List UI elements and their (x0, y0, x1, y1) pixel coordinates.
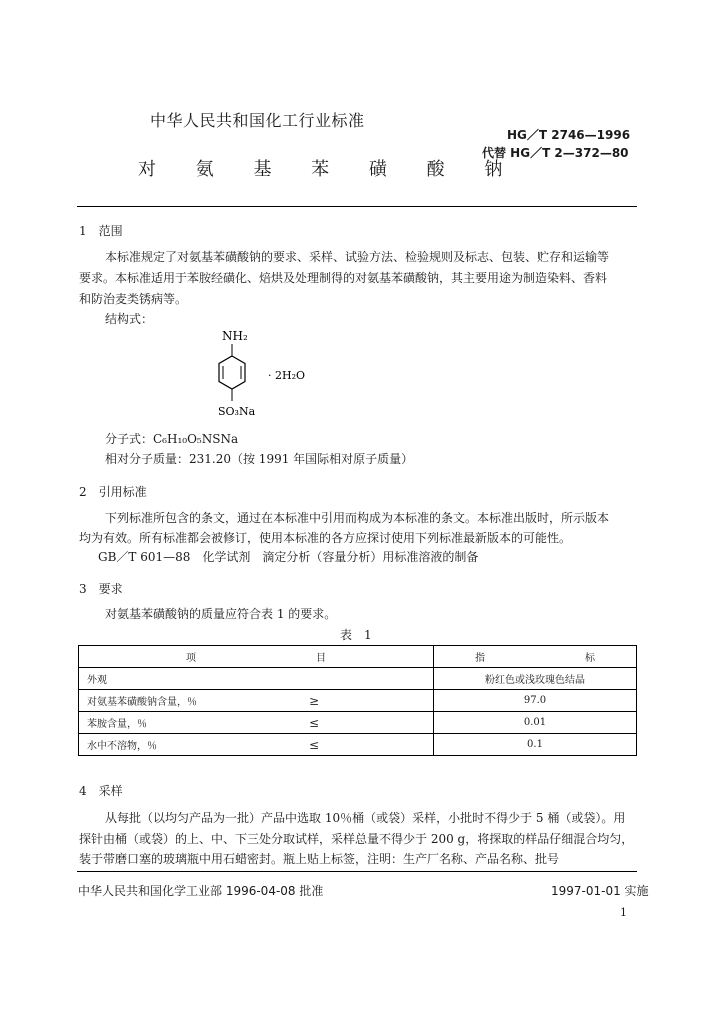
row-item: 苯胺含量，％ (87, 719, 147, 730)
table-row (79, 668, 637, 690)
section-1-heading: 1 范围 (79, 224, 123, 238)
section-1-line-2: 要求。本标准适用于苯胺经磺化、焙烘及处理制得的对氨基苯磺酸钠，其主要用途为制造染料、香料 (79, 271, 608, 285)
row-item-cell (79, 690, 434, 712)
replaces-standard: 代替 HG／T 2—372—80 (482, 146, 629, 160)
row-value: 0.1 (434, 734, 637, 756)
section-2-line-2: 均为有效。所有标准都会被修订，使用本标准的各方应探讨使用下列标准最新版本的可能性。 (79, 531, 572, 545)
header-value: 指 标 (434, 646, 637, 668)
section-3-intro: 对氨基苯磺酸钠的质量应符合表 1 的要求。 (105, 607, 337, 621)
molecular-formula: 分子式：C₆H₁₀O₅NSNa (105, 432, 239, 446)
row-value: 粉红色或浅玫瑰色结晶 (434, 668, 637, 690)
row-item: 外观 (87, 675, 107, 686)
structure-label: 结构式： (105, 312, 154, 326)
table-row (79, 690, 637, 712)
molecular-mass: 相对分子质量：231.20（按 1991 年国际相对原子质量） (105, 452, 414, 466)
section-4-line-2: 探针由桶（或袋）的上、中、下三处分取试样，采样总量不得少于 200 g，将探取的样品仔细混合均匀， (79, 832, 634, 846)
row-item-cell (79, 668, 434, 690)
row-symbol: ≤ (309, 715, 320, 730)
row-symbol: ≥ (309, 693, 320, 708)
section-2-line-1: 下列标准所包含的条文，通过在本标准中引用而构成为本标准的条文。本标准出版时，所示版本 (105, 511, 610, 525)
requirements-table (78, 645, 637, 756)
header-divider (77, 206, 637, 207)
section-3-heading: 3 要求 (79, 582, 123, 596)
standard-title: 对 氨 基 苯 磺 酸 钠 (138, 159, 520, 180)
section-4-heading: 4 采样 (79, 784, 123, 798)
referenced-standard: GB／T 601—88 化学试剂 滴定分析（容量分析）用标准溶液的制备 (98, 550, 479, 564)
effective-date: 1997-01-01 实施 (551, 884, 649, 898)
standard-number: HG／T 2746—1996 (507, 128, 631, 142)
structure-diagram (200, 325, 320, 425)
section-2-heading: 2 引用标准 (79, 485, 147, 499)
row-item: 对氨基苯磺酸钠含量，％ (87, 697, 197, 708)
row-value: 0.01 (434, 712, 637, 734)
amino-group-label: NH₂ (222, 329, 248, 343)
approval-note: 中华人民共和国化学工业部 1996-04-08 批准 (78, 884, 324, 898)
row-item-cell (79, 712, 434, 734)
header-item: 项 目 (79, 646, 434, 668)
row-item: 水中不溶物，％ (87, 741, 157, 752)
table-caption: 表 1 (340, 628, 372, 642)
row-value: 97.0 (434, 690, 637, 712)
section-1-line-1: 本标准规定了对氨基苯磺酸钠的要求、采样、试验方法、检验规则及标志、包装、贮存和运输等 (105, 250, 610, 264)
section-4-line-3: 装于带磨口塞的玻璃瓶中用石蜡密封。瓶上贴上标签，注明：生产厂名称、产品名称、批号 (79, 852, 560, 866)
table-header-row (79, 646, 637, 668)
industry-standard-title: 中华人民共和国化工行业标准 (150, 111, 365, 130)
page-number: 1 (620, 906, 627, 919)
sulfonate-group-label: SO₃Na (218, 405, 256, 418)
section-4-line-1: 从每批（以均匀产品为一批）产品中选取 10％桶（或袋）采样，小批时不得少于 5 桶（或袋）。用 (105, 811, 626, 825)
row-item-cell (79, 734, 434, 756)
footer-divider (77, 871, 637, 872)
table-row (79, 734, 637, 756)
table-row (79, 712, 637, 734)
row-symbol: ≤ (309, 737, 320, 752)
water-of-hydration-label: · 2H₂O (268, 369, 306, 382)
section-1-line-3: 和防治麦类锈病等。 (79, 292, 188, 306)
